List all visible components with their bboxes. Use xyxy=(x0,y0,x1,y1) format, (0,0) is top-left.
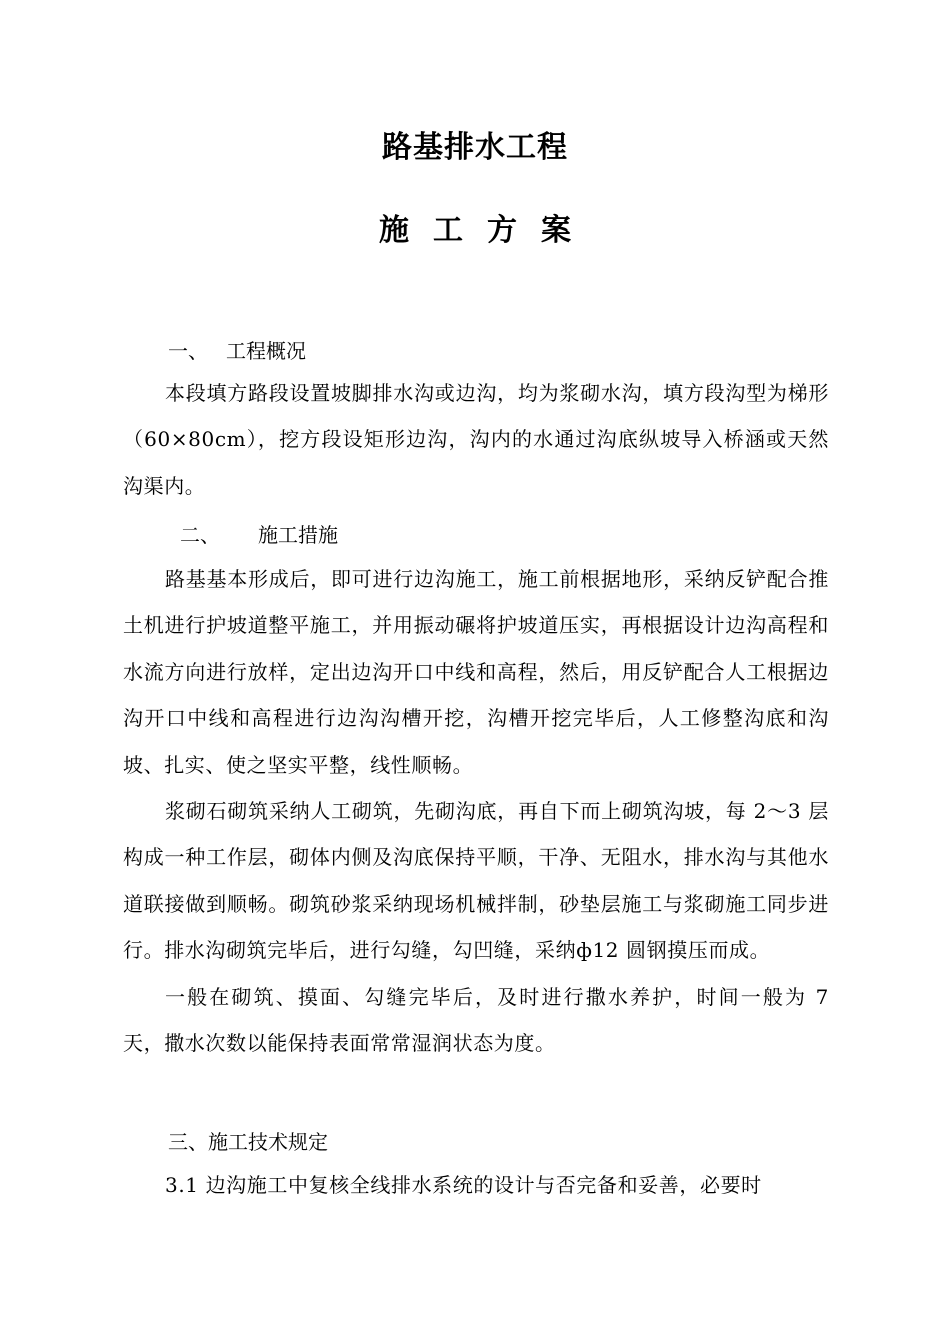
paragraph: 路基基本形成后，即可进行边沟施工，施工前根据地形，采纳反铲配合推土机进行护坡道整平施工，并用振动碾将护坡道压实，再根据设计边沟高程和水流方向进行放样，定出边沟开口中线和高程，然后，用反铲配合人工根据边沟开口中线和高程进行边沟沟槽开挖，沟槽开挖完毕后，人工修整沟底和沟坡、扎实、使之坚实平整，线性顺畅。 xyxy=(123,567,829,777)
section-heading-text: 工程概况 xyxy=(226,339,306,363)
document-title: 路基排水工程 xyxy=(382,130,568,165)
document-subtitle: 施工方案 xyxy=(379,213,595,248)
section-body-technical xyxy=(123,1162,829,1208)
paragraph: 一般在砌筑、摸面、勾缝完毕后，及时进行撒水养护，时间一般为 7 天，撒水次数以能保持表面常常湿润状态为度。 xyxy=(123,984,829,1056)
section-heading-overview xyxy=(168,338,306,364)
section-number: 一、 xyxy=(168,339,208,363)
section-heading-technical-requirements: 三、施工技术规定 xyxy=(168,1130,328,1154)
section-number: 二、 xyxy=(180,523,220,547)
paragraph: 浆砌石砌筑采纳人工砌筑，先砌沟底，再自下而上砌筑沟坡，每 2～3 层构成一种工作层，砌体内侧及沟底保持平顺，干净、无阻水，排水沟与其他水道联接做到顺畅。砌筑砂浆采纳现场机械拌制，砂垫层施工与浆砌施工同步进行。排水沟砌筑完毕后，进行勾缝，勾凹缝，采纳ф12 圆钢摸压而成。 xyxy=(123,799,829,963)
paragraph: 本段填方路段设置坡脚排水沟或边沟，均为浆砌水沟，填方段沟型为梯形（60×80cm），挖方段设矩形边沟，沟内的水通过沟底纵坡导入桥涵或天然沟渠内。 xyxy=(123,381,829,498)
paragraph: 3.1 边沟施工中复核全线排水系统的设计与否完备和妥善，必要时 xyxy=(165,1173,762,1197)
section-body-measures xyxy=(123,556,829,1066)
section-heading-measures xyxy=(180,522,338,548)
section-heading-text: 施工措施 xyxy=(258,523,338,547)
section-body-overview xyxy=(123,370,829,509)
